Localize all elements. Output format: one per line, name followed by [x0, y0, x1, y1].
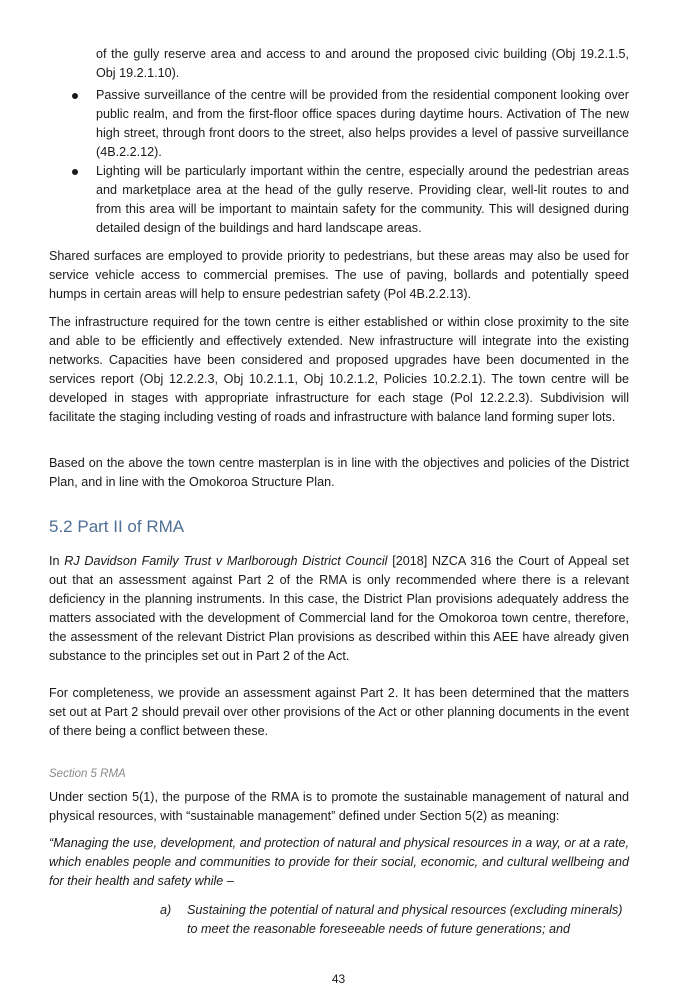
- section-heading: 5.2 Part II of RMA: [49, 517, 185, 536]
- paragraph-case-law: [49, 552, 629, 666]
- paragraph-infrastructure: The infrastructure required for the town centre is either established or within close proximity to the site and able to be efficiently and effectively extended. New infrastructure will integrate into the existing networks. Capacities have been considered and proposed upgrades have been documented in the services report (Obj 12.2.2.3, Obj 10.2.1.1, Obj 10.2.1.2, Policies 10.2.2.1). The town centre will be developed in stages with appropriate infrastructure for each stage (Pol 12.2.2.3). Subdivision will facilitate the staging including vesting of roads and infrastructure with balance land forming super lots.: [49, 315, 629, 424]
- paragraph-conclusion: Based on the above the town centre masterplan is in line with the objectives and policies of the District Plan, and in line with the Omokoroa Structure Plan.: [49, 456, 629, 489]
- case-intro: In: [49, 554, 65, 568]
- paragraph-completeness: For completeness, we provide an assessment against Part 2. It has been determined that the matters set out at Part 2 should prevail over other provisions of the Act or other planning documents in the event of there being a conflict between these.: [49, 686, 629, 738]
- paragraph-shared-surfaces: Shared surfaces are employed to provide priority to pedestrians, but these areas may also be used for service vehicle access to commercial premises. The use of paving, bollards and potentially speed humps in certain areas will help to ensure pedestrian safety (Pol 4B.2.2.13).: [49, 249, 629, 301]
- quote-sustainable-management: “Managing the use, development, and protection of natural and physical resources in a way, or at a rate, which enables people and communities to provide for their social, economic, and cultural wellbeing and for their health and safety while –: [49, 836, 629, 888]
- bullet-2-text: Passive surveillance of the centre will be provided from the residential component looking over public realm, and from the first-floor office spaces during daytime hours. Activation of The new high street, through front doors to the street, also helps provides a level of passive surveillance (4B.2.2.12).: [96, 88, 629, 159]
- bullet-1-continuation: of the gully reserve area and access to and around the proposed civic building (Obj 19.2.1.5, Obj 19.2.1.10).: [96, 47, 629, 80]
- bullet-dot: [72, 168, 80, 176]
- bullet-dot: [72, 92, 80, 100]
- case-text: [2018] NZCA 316 the Court of Appeal set out that an assessment against Part 2 of the RMA is only recommended where there is a relevant deficiency in the planning instruments. In this case, the District Plan provisions adequately address the matters associated with the development of Commercial land for the Omokoroa town centre, therefore, the assessment of the relevant District Plan provisions as described within this AEE have already given substance to the principles set out in Part 2 of the Act.: [49, 554, 629, 663]
- bullet-3-text: Lighting will be particularly important within the centre, especially around the pedestrian areas and marketplace area at the head of the gully reserve. Providing clear, well-lit routes to and from this area will be important to maintain safety for the community. This will designed during detailed design of the buildings and hard landscape areas.: [96, 164, 629, 235]
- subheading-section-5: Section 5 RMA: [49, 768, 126, 780]
- list-item-text: Sustaining the potential of natural and physical resources (excluding minerals) to meet the reasonable foreseeable needs of future generations; and: [187, 903, 623, 936]
- case-name: RJ Davidson Family Trust v Marlborough District Council: [64, 554, 388, 568]
- list-item-label: a): [160, 903, 172, 917]
- page-number: 43: [331, 972, 346, 986]
- paragraph-purpose: Under section 5(1), the purpose of the RMA is to promote the sustainable management of natural and physical resources, with “sustainable management” defined under Section 5(2) as meaning:: [49, 790, 629, 823]
